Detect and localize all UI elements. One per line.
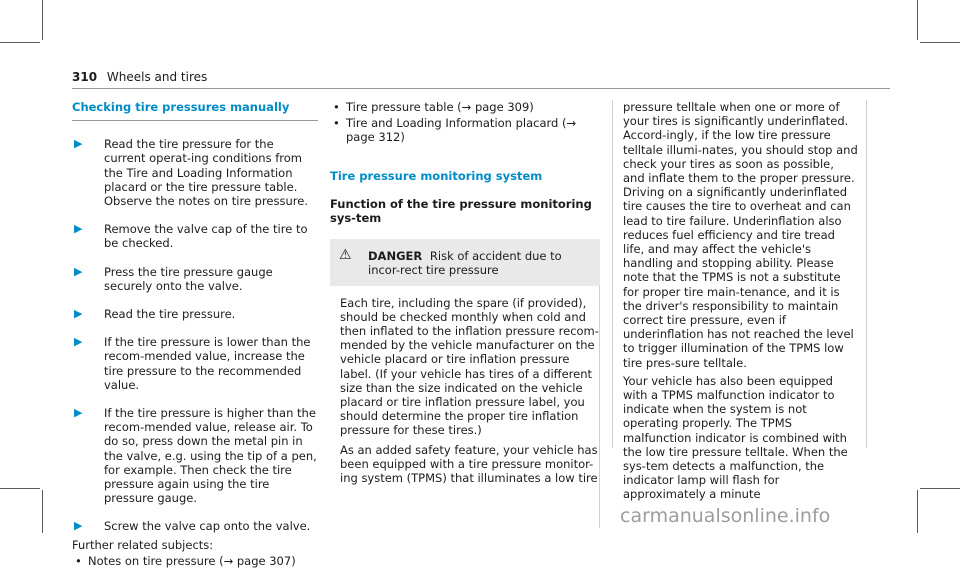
crop-mark	[917, 490, 918, 533]
arrow-right-icon: ▶	[74, 264, 83, 278]
page-header-title: Wheels and tires	[106, 70, 208, 84]
column-3	[612, 100, 867, 502]
step-item	[72, 137, 318, 208]
step-item	[72, 519, 318, 533]
section-heading: Checking tire pressures manually	[72, 100, 318, 121]
danger-label: DANGER	[368, 249, 423, 264]
danger-paragraph: As an added safety feature, your vehicle has been equipped with a tire pressure monitor-ing system (TPMS) that illuminates a low tire	[340, 442, 598, 486]
body-paragraph: Your vehicle has also been equipped with a TPMS malfunction indicator to indicate when the system is not operating properly. The TPMS malfunction indicator is combined with the low tire pressure telltale. When the sys-tem detects a malfunction, the indicator lamp will flash for approximately a minute	[623, 373, 848, 502]
column-1	[72, 100, 318, 570]
body-paragraph: pressure telltale when one or more of your tires is significantly underinflated. Accord-ingly, if the low tire pressure telltale illumi-nates, you should stop and check your tires as soon as possible, and inflate them to the proper pressure. Driving on a significantly underinflated tire causes the tire to overheat and can lead to tire failure. Underinflation also reduces fuel efficiency and tire tread life, and may affect the vehicle's handling and stopping ability. Please note that the TPMS is not a substitute for proper tire main-tenance, and it is the driver's responsibility to maintain correct tire pressure, even if underinflation has not reached the level to trigger illumination of the TPMS low tire pres-sure telltale.	[623, 100, 858, 370]
watermark: carmanualsonline.info	[620, 505, 831, 527]
danger-text: Risk of accident due to incor-rect tire pressure	[368, 249, 562, 278]
related-link-text: Tire and Loading Information placard (→ page 312)	[346, 116, 577, 145]
related-link[interactable]	[330, 100, 600, 114]
related-link-text: Tire pressure table (→ page 309)	[346, 100, 534, 114]
bullet-icon: •	[333, 116, 340, 131]
related-subjects-label: Further related subjects:	[72, 537, 214, 552]
danger-notice-continuation	[612, 100, 867, 502]
arrow-right-icon: ▶	[74, 406, 83, 420]
crop-mark	[42, 0, 43, 40]
crop-mark	[0, 488, 40, 489]
bullet-icon: •	[75, 553, 82, 568]
step-text: Read the tire pressure.	[104, 307, 236, 322]
step-item	[72, 265, 318, 293]
related-link-text: Notes on tire pressure (→ page 307)	[88, 553, 296, 568]
related-link[interactable]	[72, 554, 318, 568]
step-text: Screw the valve cap onto the valve.	[104, 519, 311, 534]
bullet-icon: •	[333, 100, 340, 114]
step-item	[72, 335, 318, 392]
page-number: 310	[72, 70, 98, 84]
crop-mark	[42, 490, 43, 533]
section-heading: Tire pressure monitoring system	[330, 168, 543, 183]
danger-notice-header	[330, 239, 600, 285]
related-link[interactable]	[330, 116, 600, 144]
header-divider	[72, 88, 890, 89]
column-2	[330, 100, 600, 528]
warning-triangle-icon: ⚠	[339, 247, 352, 264]
step-text: Remove the valve cap of the tire to be checked.	[104, 222, 308, 251]
step-item	[72, 307, 318, 321]
arrow-right-icon: ▶	[74, 222, 83, 236]
crop-mark	[917, 0, 918, 40]
arrow-right-icon: ▶	[74, 307, 83, 321]
arrow-right-icon: ▶	[74, 137, 83, 151]
step-item	[72, 222, 318, 250]
step-item	[72, 406, 318, 505]
step-text: If the tire pressure is higher than the recom-mended value, release air. To do so, press down the metal pin in the valve, e.g. using the tip of a pen, for example. Then check the tire pressure again using the tire pressure gauge.	[104, 406, 317, 506]
danger-paragraph: Each tire, including the spare (if provided), should be checked monthly when cold and then inflated to the inflation pressure recom-mended by the vehicle manufacturer on the vehicle placard or tire inflation pressure label. (If your vehicle has tires of a different size than the size indicated on the vehicle placard or tire inflation pressure label, you should determine the proper tire inflation pressure for these tires.)	[340, 295, 599, 438]
crop-mark	[920, 42, 960, 43]
crop-mark	[920, 488, 960, 489]
danger-notice-body	[330, 286, 600, 528]
subsection-heading: Function of the tire pressure monitoring sys-tem	[330, 196, 592, 226]
arrow-right-icon: ▶	[74, 519, 83, 533]
crop-mark	[0, 42, 40, 43]
step-text: Read the tire pressure for the current operat-ing conditions from the Tire and Loading Information placard or the tire pressure table. Observe the notes on tire pressure.	[104, 137, 308, 209]
page-header	[72, 70, 207, 84]
step-text: If the tire pressure is lower than the recom-mended value, increase the tire pressure to the recommended value.	[104, 335, 311, 392]
step-text: Press the tire pressure gauge securely onto the valve.	[104, 264, 273, 293]
arrow-right-icon: ▶	[74, 335, 83, 349]
